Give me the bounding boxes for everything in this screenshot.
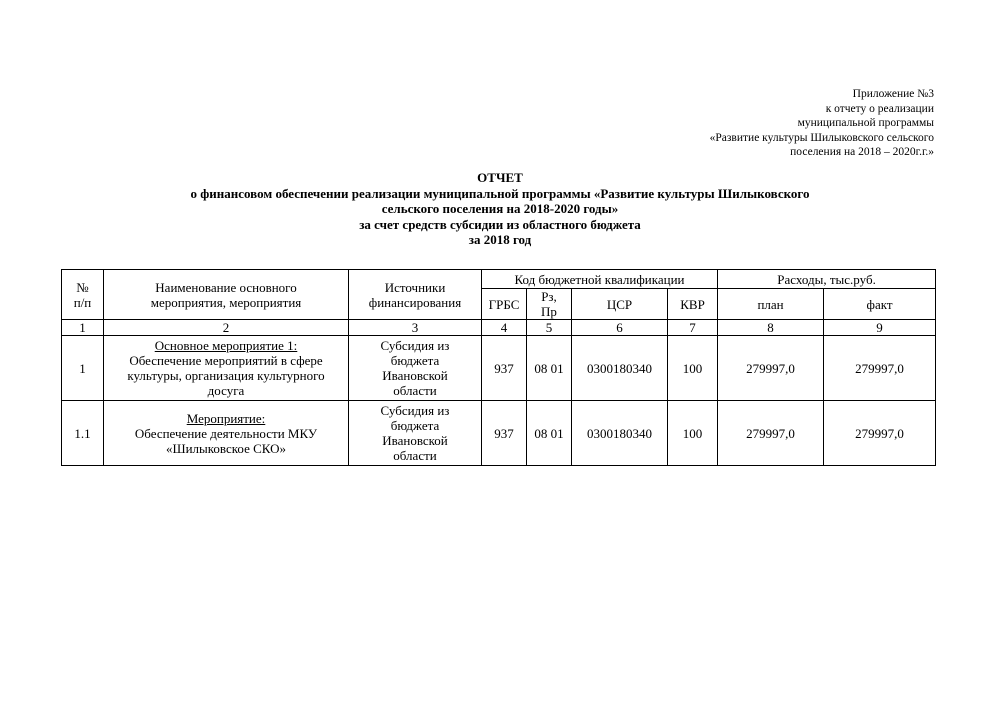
report-title: ОТЧЕТ — [477, 170, 523, 185]
row-name-title: Основное мероприятие 1: — [154, 338, 298, 353]
header-source: Источники финансирования — [349, 270, 482, 320]
appendix-line: к отчету о реализации — [825, 102, 934, 115]
column-number: 1 — [62, 320, 104, 336]
table-row — [62, 336, 936, 401]
report-table — [61, 269, 936, 466]
row-rzpr: 08 01 — [527, 336, 572, 401]
appendix-line: «Развитие культуры Шилыковского сельского — [709, 131, 934, 144]
header-plan: план — [718, 289, 824, 320]
appendix-line: муниципальной программы — [797, 117, 934, 130]
column-number: 7 — [668, 320, 718, 336]
header-grbs: ГРБС — [482, 289, 527, 320]
row-name: Мероприятие: Обеспечение деятельности МКУ «Шилыковское СКО» — [104, 401, 349, 466]
row-plan: 279997,0 — [718, 401, 824, 466]
column-number: 5 — [527, 320, 572, 336]
row-name: Основное мероприятие 1: Обеспечение мероприятий в сфере культуры, организация культурного досуга — [104, 336, 349, 401]
report-subtitle-line: за счет средств субсидии из областного бюджета — [359, 216, 641, 232]
header-budget-code: Код бюджетной квалификации — [482, 270, 718, 289]
column-number: 2 — [104, 320, 349, 336]
column-number: 4 — [482, 320, 527, 336]
column-number: 8 — [718, 320, 824, 336]
row-source: Субсидия из бюджета Ивановской области — [349, 336, 482, 401]
header-num: № п/п — [62, 270, 104, 320]
row-rzpr: 08 01 — [527, 401, 572, 466]
row-kvr: 100 — [668, 401, 718, 466]
report-subtitle-line: сельского поселения на 2018-2020 годы» — [381, 201, 619, 217]
column-number: 9 — [824, 320, 936, 336]
row-kvr: 100 — [668, 336, 718, 401]
column-number-row — [62, 320, 936, 336]
appendix-note — [574, 87, 934, 160]
header-fact: факт — [824, 289, 936, 320]
appendix-line: Приложение №3 — [852, 88, 934, 100]
report-heading — [100, 170, 900, 248]
header-rzpr: Рз, Пр — [527, 289, 572, 320]
column-number: 3 — [349, 320, 482, 336]
table-row — [62, 401, 936, 466]
header-csr: ЦСР — [572, 289, 668, 320]
row-csr: 0300180340 — [572, 336, 668, 401]
row-num: 1 — [62, 336, 104, 401]
row-name-title: Мероприятие: — [186, 410, 266, 426]
header-row — [62, 270, 936, 289]
row-grbs: 937 — [482, 336, 527, 401]
row-source: Субсидия из бюджета Ивановской области — [349, 401, 482, 466]
row-csr: 0300180340 — [572, 401, 668, 466]
report-period: за 2018 год — [468, 232, 532, 248]
header-expenses: Расходы, тыс.руб. — [718, 270, 936, 289]
row-grbs: 937 — [482, 401, 527, 466]
row-fact: 279997,0 — [824, 336, 936, 401]
header-kvr: КВР — [668, 289, 718, 320]
row-num: 1.1 — [62, 401, 104, 466]
appendix-line: поселения на 2018 – 2020г.г.» — [790, 146, 934, 159]
row-plan: 279997,0 — [718, 336, 824, 401]
column-number: 6 — [572, 320, 668, 336]
header-name: Наименование основного мероприятия, мероприятия — [104, 270, 349, 320]
report-subtitle-line: о финансовом обеспечении реализации муниципальной программы «Развитие культуры Шилыковского — [190, 185, 810, 201]
row-fact: 279997,0 — [824, 401, 936, 466]
